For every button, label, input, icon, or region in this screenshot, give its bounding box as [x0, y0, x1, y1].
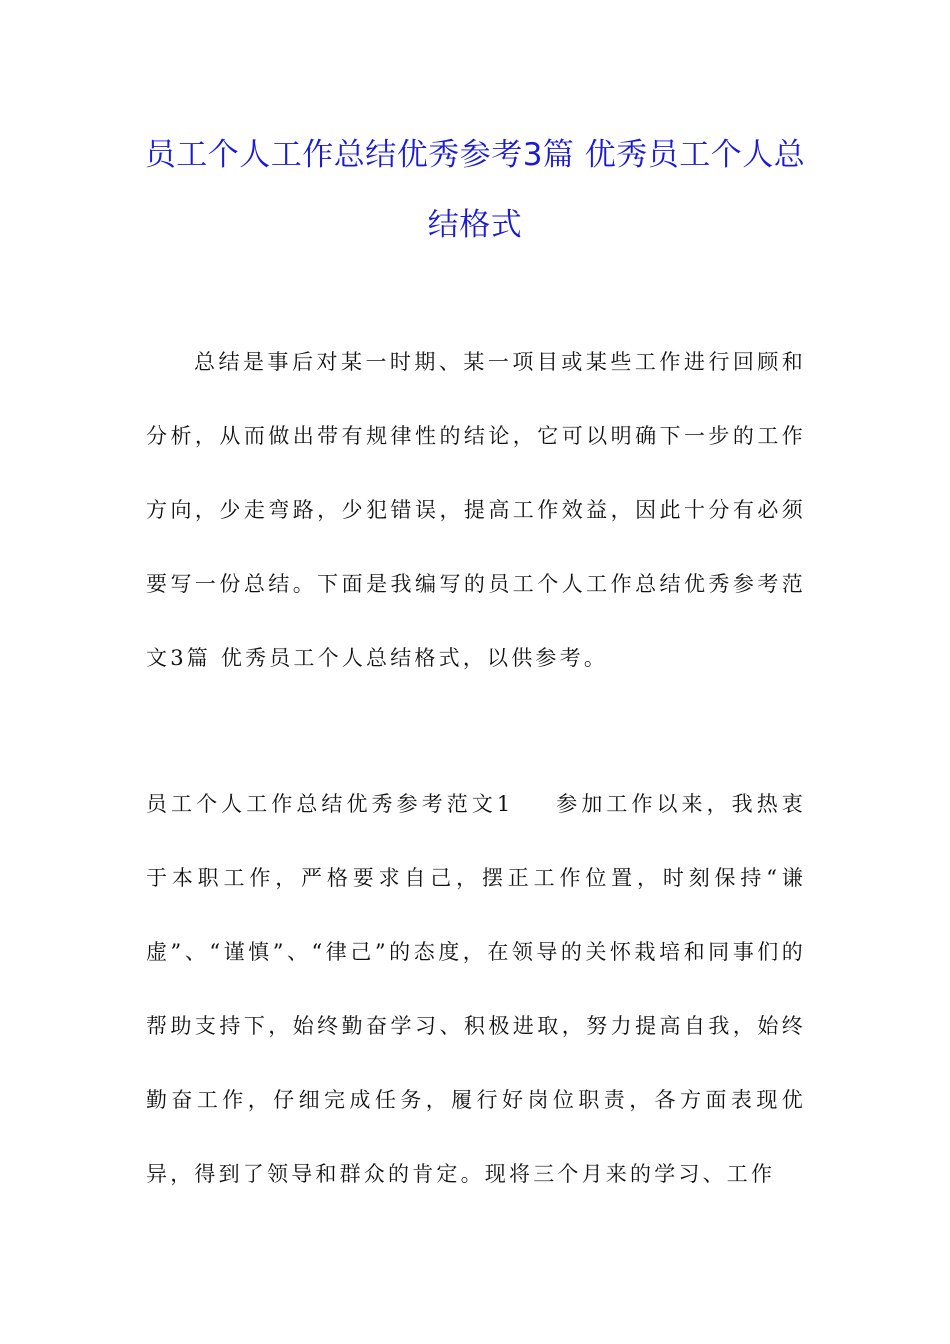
sample-heading: 员工个人工作总结优秀参考范文1 — [146, 792, 514, 816]
sample-body: 参加工作以来，我热衷于本职工作，严格要求自己，摆正工作位置，时刻保持“谦虚”、“谨慎”、“律己”的态度，在领导的关怀栽培和同事们的帮助支持下，始终勤奋学习、积极进取，努力提高自我，始终勤奋工作，仔细完成任务，履行好岗位职责，各方面表现优异，得到了领导和群众的肯定。现将三个月来的学习、工作 — [146, 792, 806, 1186]
sample-paragraph — [146, 767, 806, 1211]
intro-paragraph: 总结是事后对某一时期、某一项目或某些工作进行回顾和分析，从而做出带有规律性的结论，它可以明确下一步的工作方向，少走弯路，少犯错误，提高工作效益，因此十分有必须要写一份总结。下面是我编写的员工个人工作总结优秀参考范文3篇 优秀员工个人总结格式，以供参考。 — [146, 350, 806, 670]
document-title: 员工个人工作总结优秀参考3篇 优秀员工个人总结格式 — [144, 137, 806, 243]
